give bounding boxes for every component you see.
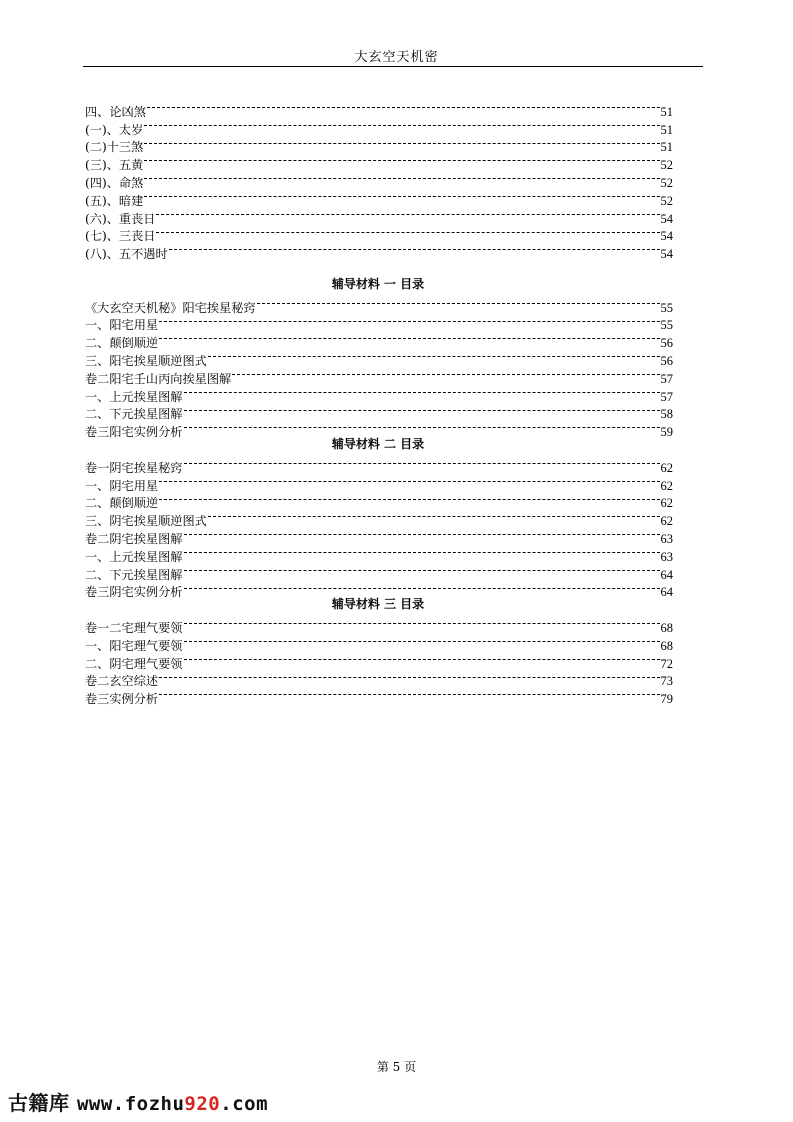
toc-entry-label: 一、上元挨星图解: [85, 389, 183, 404]
toc-entry-label: (三)、五黄: [85, 158, 144, 173]
toc-entry-label: 二、下元挨星图解: [85, 567, 183, 582]
toc-entry-label: (四)、命煞: [85, 175, 144, 190]
toc-entry: [85, 347, 673, 368]
toc-group-0: [85, 98, 673, 262]
toc-entry: [85, 205, 673, 226]
toc-entry-label: 卷三实例分析: [85, 692, 159, 707]
toc-entry-label: 卷一阴宅挨星秘窍: [85, 460, 183, 475]
toc-dotted-leader: [143, 169, 660, 187]
toc-entry-page: 62: [660, 496, 673, 511]
toc-group-3: [85, 614, 673, 707]
toc-entry-page: 51: [660, 140, 673, 155]
toc-entry-label: 一、阳宅用星: [85, 318, 159, 333]
toc-entry: [85, 454, 673, 475]
toc-dotted-leader: [231, 365, 660, 383]
toc-entry-page: 59: [660, 425, 673, 440]
watermark-site-name: 古籍库: [8, 1091, 70, 1115]
page-number: 第 5 页: [376, 1060, 417, 1074]
toc-entry-page: 64: [660, 567, 673, 582]
table-of-contents: [85, 98, 673, 707]
toc-entry-page: 56: [660, 353, 673, 368]
toc-entry: [85, 472, 673, 493]
toc-entry-page: 57: [660, 389, 673, 404]
toc-entry-label: 卷一二宅理气要领: [85, 620, 183, 635]
toc-dotted-leader: [207, 507, 661, 525]
toc-entry: [85, 116, 673, 137]
toc-entry-label: 二、颠倒顺逆: [85, 496, 159, 511]
toc-entry-label: 二、颠倒顺逆: [85, 336, 159, 351]
watermark-url-number: 920: [184, 1093, 221, 1115]
toc-entry-page: 52: [660, 158, 673, 173]
toc-entry-page: 62: [660, 514, 673, 529]
section-heading-2: 辅导材料 二 目录: [331, 437, 425, 452]
toc-entry: [85, 223, 673, 244]
toc-entry-label: 三、阴宅挨星顺逆图式: [85, 514, 207, 529]
toc-dotted-leader: [158, 668, 660, 686]
toc-entry-page: 51: [660, 122, 673, 137]
toc-dotted-leader: [183, 561, 661, 579]
toc-dotted-leader: [168, 240, 661, 258]
toc-entry-label: 三、阳宅挨星顺逆图式: [85, 353, 207, 368]
toc-dotted-leader: [256, 294, 661, 312]
section-heading-1: 辅导材料 一 目录: [331, 276, 425, 291]
toc-entry: [85, 614, 673, 635]
watermark-url-suffix: .com: [220, 1093, 269, 1115]
toc-entry-label: 卷三阳宅实例分析: [85, 425, 183, 440]
toc-entry: [85, 169, 673, 190]
toc-entry: [85, 187, 673, 208]
toc-entry-label: (七)、三丧日: [85, 229, 156, 244]
toc-entry-page: 55: [660, 300, 673, 315]
toc-entry-page: 51: [660, 104, 673, 119]
toc-entry-page: 62: [660, 478, 673, 493]
toc-entry: [85, 312, 673, 333]
toc-entry-label: (六)、重丧日: [85, 211, 156, 226]
toc-entry-page: 52: [660, 193, 673, 208]
toc-dotted-leader: [207, 347, 661, 365]
watermark-url-prefix: www.fozhu: [76, 1093, 185, 1115]
toc-entry: [85, 294, 673, 315]
toc-dotted-leader: [158, 312, 660, 330]
toc-entry-page: 54: [660, 247, 673, 262]
toc-dotted-leader: [183, 650, 661, 668]
toc-spacer: [85, 258, 673, 276]
toc-entry-label: 一、阳宅理气要领: [85, 638, 183, 653]
toc-entry-page: 79: [660, 692, 673, 707]
toc-entry-page: 55: [660, 318, 673, 333]
toc-dotted-leader: [155, 205, 660, 223]
toc-entry-page: 64: [660, 585, 673, 600]
toc-entry-page: 52: [660, 175, 673, 190]
toc-entry-page: 68: [660, 638, 673, 653]
toc-entry-label: 一、上元挨星图解: [85, 549, 183, 564]
toc-dotted-leader: [183, 579, 661, 597]
toc-entry-page: 68: [660, 620, 673, 635]
watermark: [8, 1087, 268, 1116]
toc-entry-page: 54: [660, 211, 673, 226]
toc-entry-page: 56: [660, 336, 673, 351]
toc-entry-label: 四、论凶煞: [85, 104, 146, 119]
toc-dotted-leader: [183, 401, 661, 419]
toc-entry-label: 卷二阳宅壬山丙向挨星图解: [85, 371, 232, 386]
toc-entry: [85, 240, 673, 262]
toc-dotted-leader: [143, 151, 660, 169]
toc-dotted-leader: [158, 685, 660, 703]
toc-dotted-leader: [143, 116, 660, 134]
toc-dotted-leader: [143, 134, 660, 152]
toc-entry: [85, 668, 673, 689]
toc-entry-label: 卷三阴宅实例分析: [85, 585, 183, 600]
toc-entry-label: (一)、太岁: [85, 122, 144, 137]
toc-dotted-leader: [183, 454, 661, 472]
toc-entry-label: (五)、暗建: [85, 193, 144, 208]
section-heading-3: 辅导材料 三 目录: [331, 597, 425, 612]
toc-dotted-leader: [158, 490, 660, 508]
toc-entry: [85, 134, 673, 155]
toc-dotted-leader: [155, 223, 660, 241]
toc-dotted-leader: [183, 632, 661, 650]
toc-dotted-leader: [183, 418, 661, 436]
toc-entry-page: 63: [660, 549, 673, 564]
toc-entry: [85, 490, 673, 511]
toc-entry: [85, 98, 673, 119]
toc-dotted-leader: [158, 329, 660, 347]
toc-entry-page: 54: [660, 229, 673, 244]
toc-dotted-leader: [158, 472, 660, 490]
running-header-title: 大玄空天机密: [354, 50, 439, 65]
toc-entry-label: 卷二阴宅挨星图解: [85, 531, 183, 546]
toc-entry-page: 57: [660, 371, 673, 386]
toc-entry-label: 《大玄空天机秘》阳宅挨星秘窍: [85, 300, 256, 315]
toc-entry-label: 一、阴宅用星: [85, 478, 159, 493]
toc-group-1: [85, 294, 673, 440]
toc-entry-label: (八)、五不遇时: [85, 247, 168, 262]
toc-entry-page: 73: [660, 674, 673, 689]
header-rule: [83, 66, 703, 67]
toc-entry: [85, 685, 673, 707]
toc-dotted-leader: [183, 614, 661, 632]
toc-entry-label: 卷二玄空综述: [85, 674, 159, 689]
toc-entry-page: 58: [660, 407, 673, 422]
toc-entry-page: 63: [660, 531, 673, 546]
toc-entry: [85, 507, 673, 529]
toc-entry-label: (二)十三煞: [85, 140, 144, 155]
toc-entry-page: 72: [660, 656, 673, 671]
toc-entry-label: 二、下元挨星图解: [85, 407, 183, 422]
toc-dotted-leader: [143, 187, 660, 205]
toc-group-2: [85, 454, 673, 600]
toc-dotted-leader: [183, 543, 661, 561]
toc-entry-page: 62: [660, 460, 673, 475]
watermark-url: [77, 1093, 268, 1115]
toc-entry: [85, 329, 673, 351]
toc-entry: [85, 151, 673, 173]
toc-dotted-leader: [183, 383, 661, 401]
toc-dotted-leader: [146, 98, 661, 116]
toc-entry-label: 二、阴宅理气要领: [85, 656, 183, 671]
toc-dotted-leader: [183, 525, 661, 543]
